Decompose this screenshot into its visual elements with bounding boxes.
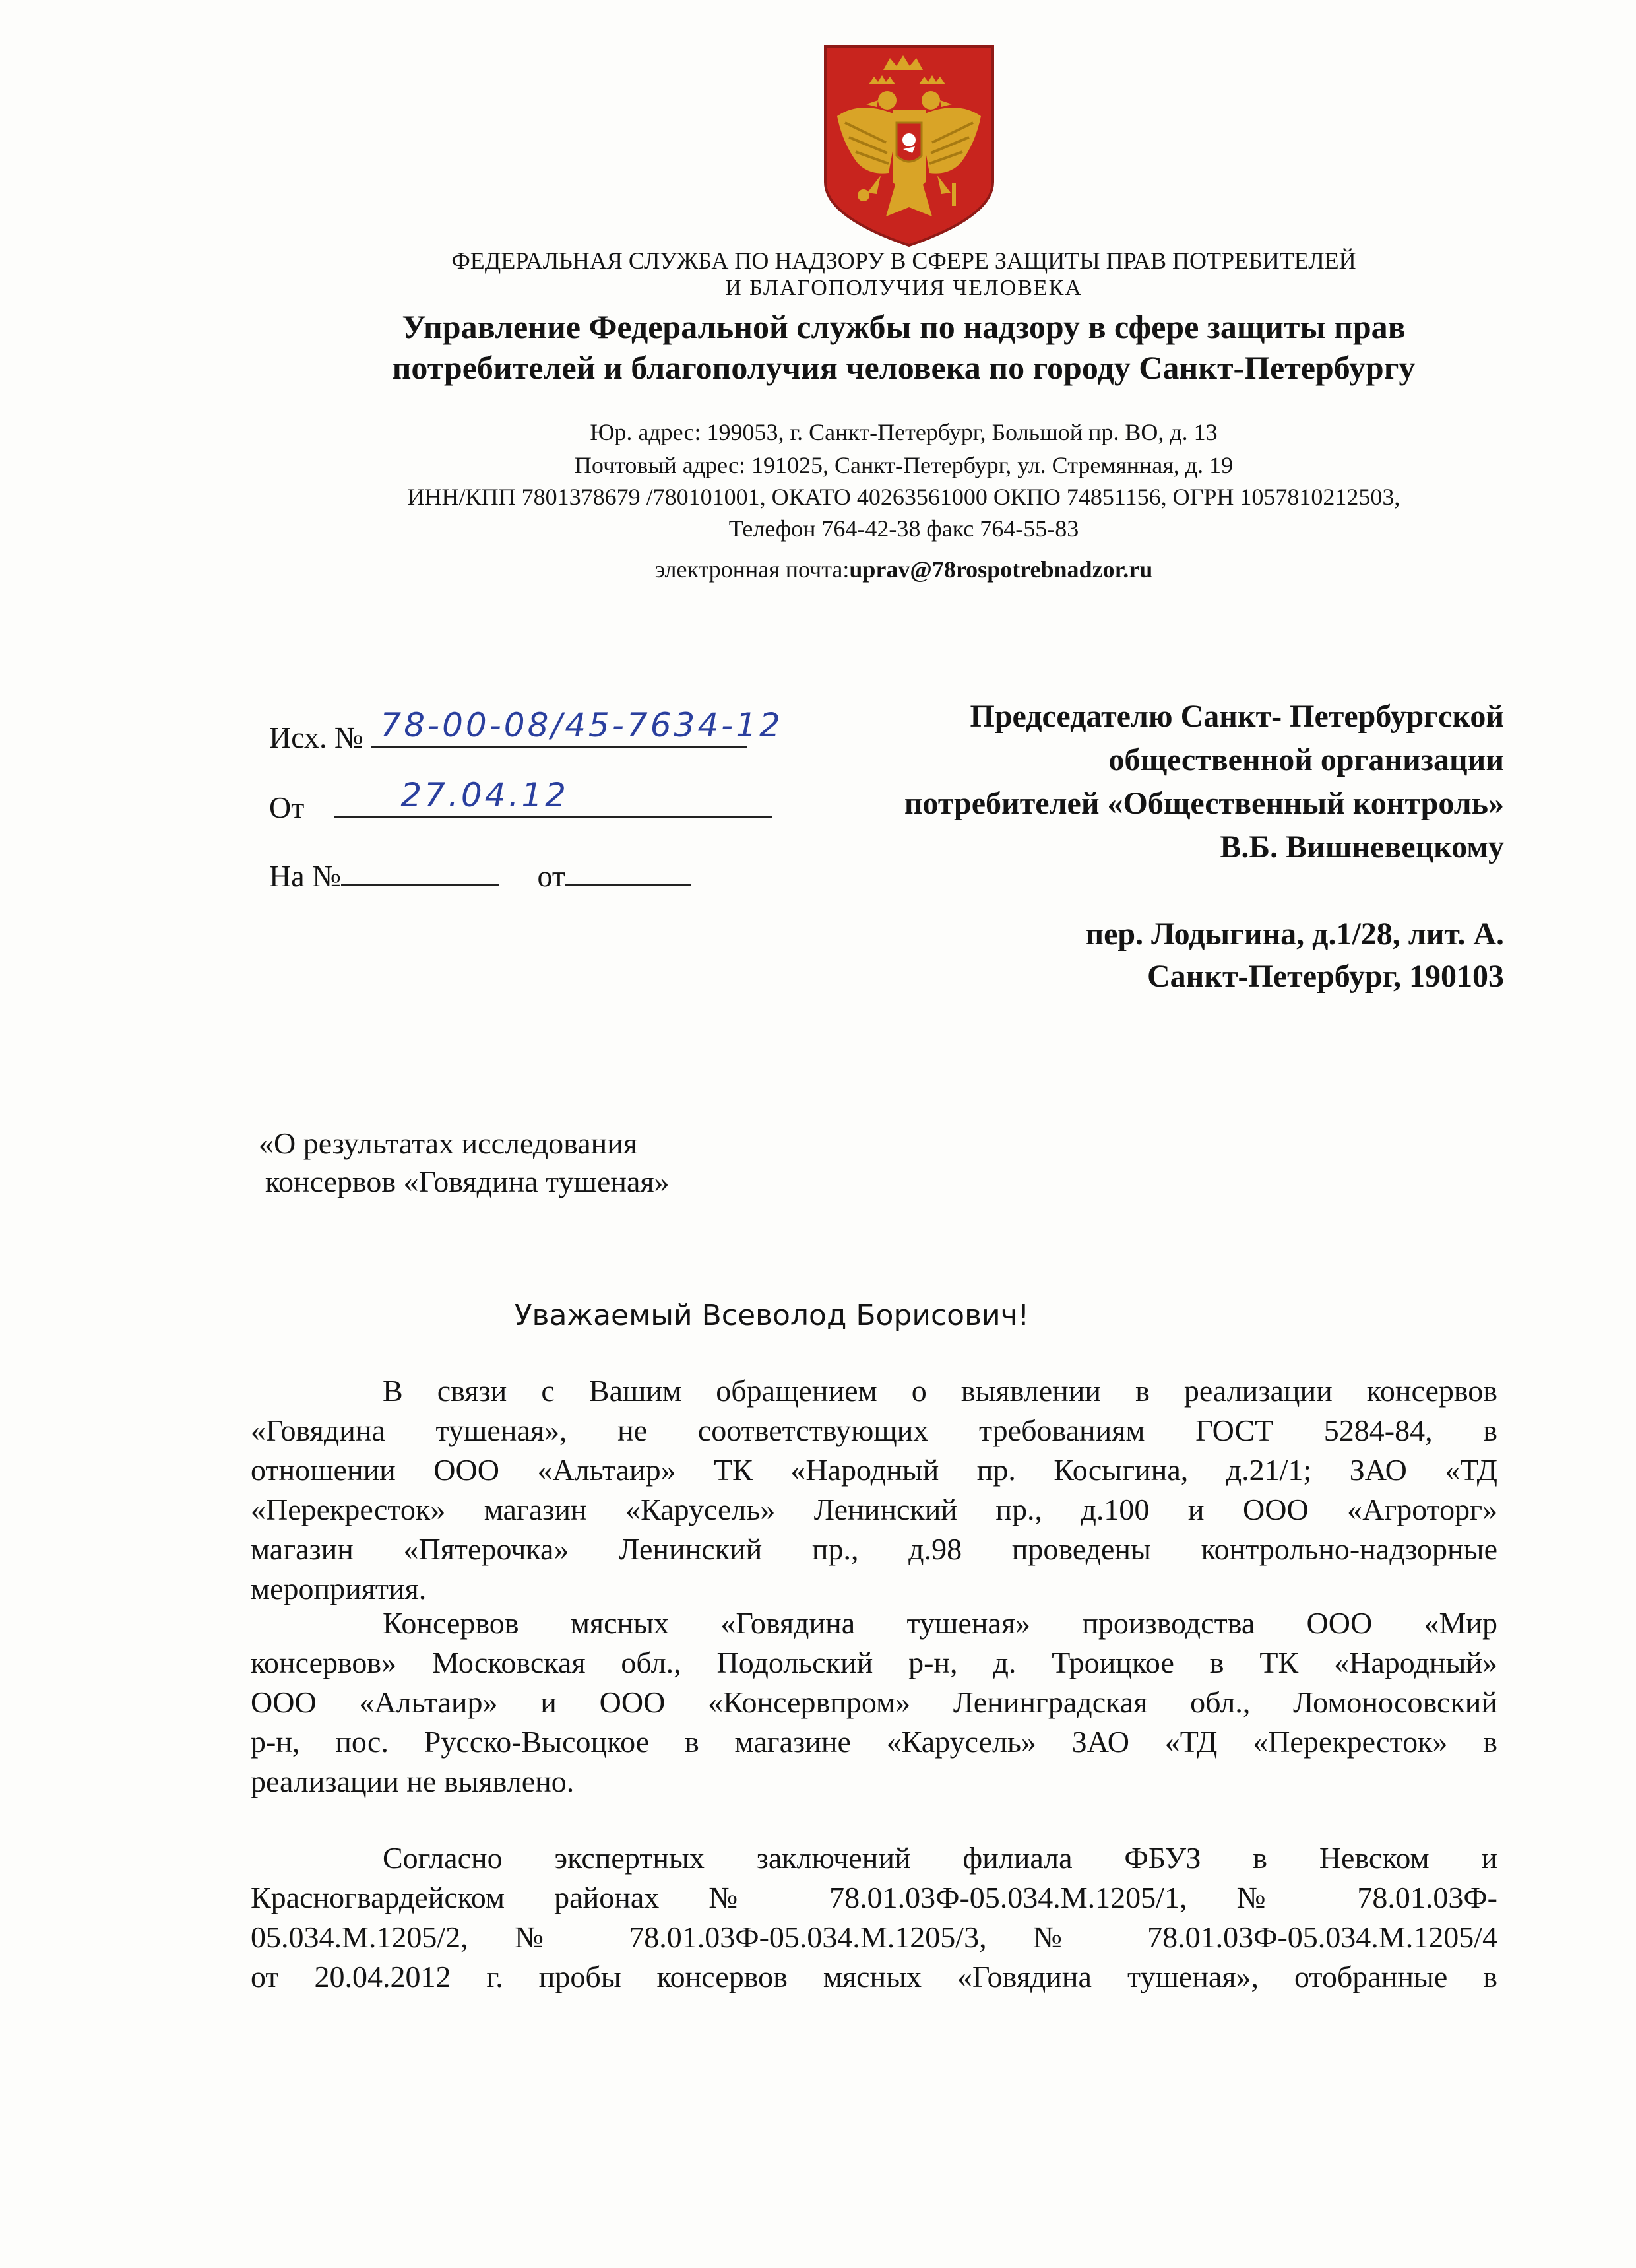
reply-to-number-field [341, 858, 499, 886]
registration-codes: ИНН/КПП 7801378679 /780101001, ОКАТО 40263561000 ОКПО 74851156, ОГРН 1057810212503, [407, 484, 1400, 510]
recipient-line2: общественной организации [1108, 742, 1504, 777]
subject-line2: консервов «Говядина тушеная» [265, 1165, 670, 1198]
email-label: электронная почта: [654, 556, 850, 583]
department-name-line2: потребителей и благополучия человека по городу Санкт-Петербургу [392, 349, 1416, 386]
outgoing-number-row [269, 706, 783, 755]
subject-line1: «О результатах исследования [259, 1126, 638, 1160]
date-handwritten: 27.04.12 [400, 776, 569, 814]
paragraph-line: В связи с Вашим обращением о выявлении в реализации консервов [383, 1374, 1497, 1408]
paragraph-line: Красногвардейском районах № 78.01.03Ф-05.034.М.1205/1, № 78.01.03Ф- [251, 1881, 1497, 1914]
date-row [269, 776, 772, 825]
greeting: Уважаемый Всеволод Борисович! [514, 1299, 1030, 1332]
reply-to-label: На № [269, 859, 342, 893]
paragraph-line: «Перекресток» магазин «Карусель» Ленинский пр., д.100 и ООО «Агроторг» [251, 1493, 1497, 1526]
date-label: От [269, 791, 305, 824]
email-line [237, 556, 1570, 583]
outgoing-number-label: Исх. № [269, 721, 363, 754]
email-address: uprav@78rospotrebnadzor.ru [849, 556, 1153, 583]
recipient-address: пер. Лодыгина, д.1/28, лит. А. [1085, 917, 1504, 952]
recipient-line3: потребителей «Общественный контроль» [904, 786, 1504, 821]
paragraph-line: мероприятия. [251, 1572, 427, 1605]
outgoing-number-handwritten: 78-00-08/45-7634-12 [380, 706, 783, 744]
paragraph-line: магазин «Пятерочка» Ленинский пр., д.98 проведены контрольно-надзорные [251, 1532, 1497, 1566]
reply-to-date-label: от [537, 859, 566, 893]
reply-to-row [269, 858, 691, 893]
paragraph-line: ООО «Альтаир» и ООО «Консервпром» Ленинградская обл., Ломоносовский [251, 1685, 1497, 1719]
paragraph-line: Согласно экспертных заключений филиала ФБУЗ в Невском и [383, 1841, 1497, 1875]
date-field [334, 776, 772, 818]
department-name-line1: Управление Федеральной службы по надзору в сфере защиты прав [402, 308, 1406, 345]
paragraph-line: р-н, пос. Русско-Высоцкое в магазине «Карусель» ЗАО «ТД «Перекресток» в [251, 1725, 1497, 1759]
body-paragraph-3 [251, 1838, 1497, 1997]
postal-address: Почтовый адрес: 191025, Санкт-Петербург, ул. Стремянная, д. 19 [574, 452, 1234, 478]
paragraph-line: «Говядина тушеная», не соответствующих требованиям ГОСТ 5284-84, в [251, 1413, 1497, 1447]
paragraph-line: консервов» Московская обл., Подольский р-н, д. Троицкое в ТК «Народный» [251, 1646, 1497, 1679]
legal-address: Юр. адрес: 199053, г. Санкт-Петербург, Большой пр. ВО, д. 13 [590, 419, 1218, 445]
coat-of-arms-emblem [823, 44, 995, 248]
agency-name-line1: ФЕДЕРАЛЬНАЯ СЛУЖБА ПО НАДЗОРУ В СФЕРЕ ЗАЩИТЫ ПРАВ ПОТРЕБИТЕЛЕЙ [451, 247, 1356, 274]
paragraph-line: реализации не выявлено. [251, 1765, 575, 1798]
paragraph-line: 05.034.М.1205/2, № 78.01.03Ф-05.034.М.1205/3, № 78.01.03Ф-05.034.М.1205/4 [251, 1920, 1497, 1954]
paragraph-line: отношении ООО «Альтаир» ТК «Народный пр. Косыгина, д.21/1; ЗАО «ТД [251, 1453, 1497, 1487]
paragraph-line: Консервов мясных «Говядина тушеная» производства ООО «Мир [383, 1606, 1497, 1640]
agency-name-line2: И БЛАГОПОЛУЧИЯ ЧЕЛОВЕКА [725, 276, 1083, 300]
outgoing-number-field [371, 706, 783, 748]
recipient-city: Санкт-Петербург, 190103 [1147, 959, 1504, 994]
phone-fax: Телефон 764-42-38 факс 764-55-83 [728, 515, 1079, 542]
body-paragraph-1 [251, 1371, 1497, 1609]
paragraph-line: от 20.04.2012 г. пробы консервов мясных «Говядина тушеная», отобранные в [251, 1960, 1497, 1993]
recipient-line1: Председателю Санкт- Петербургской [970, 699, 1504, 734]
body-paragraph-2 [251, 1604, 1497, 1801]
reply-to-date-field [565, 858, 691, 886]
recipient-name: В.Б. Вишневецкому [1220, 829, 1504, 864]
